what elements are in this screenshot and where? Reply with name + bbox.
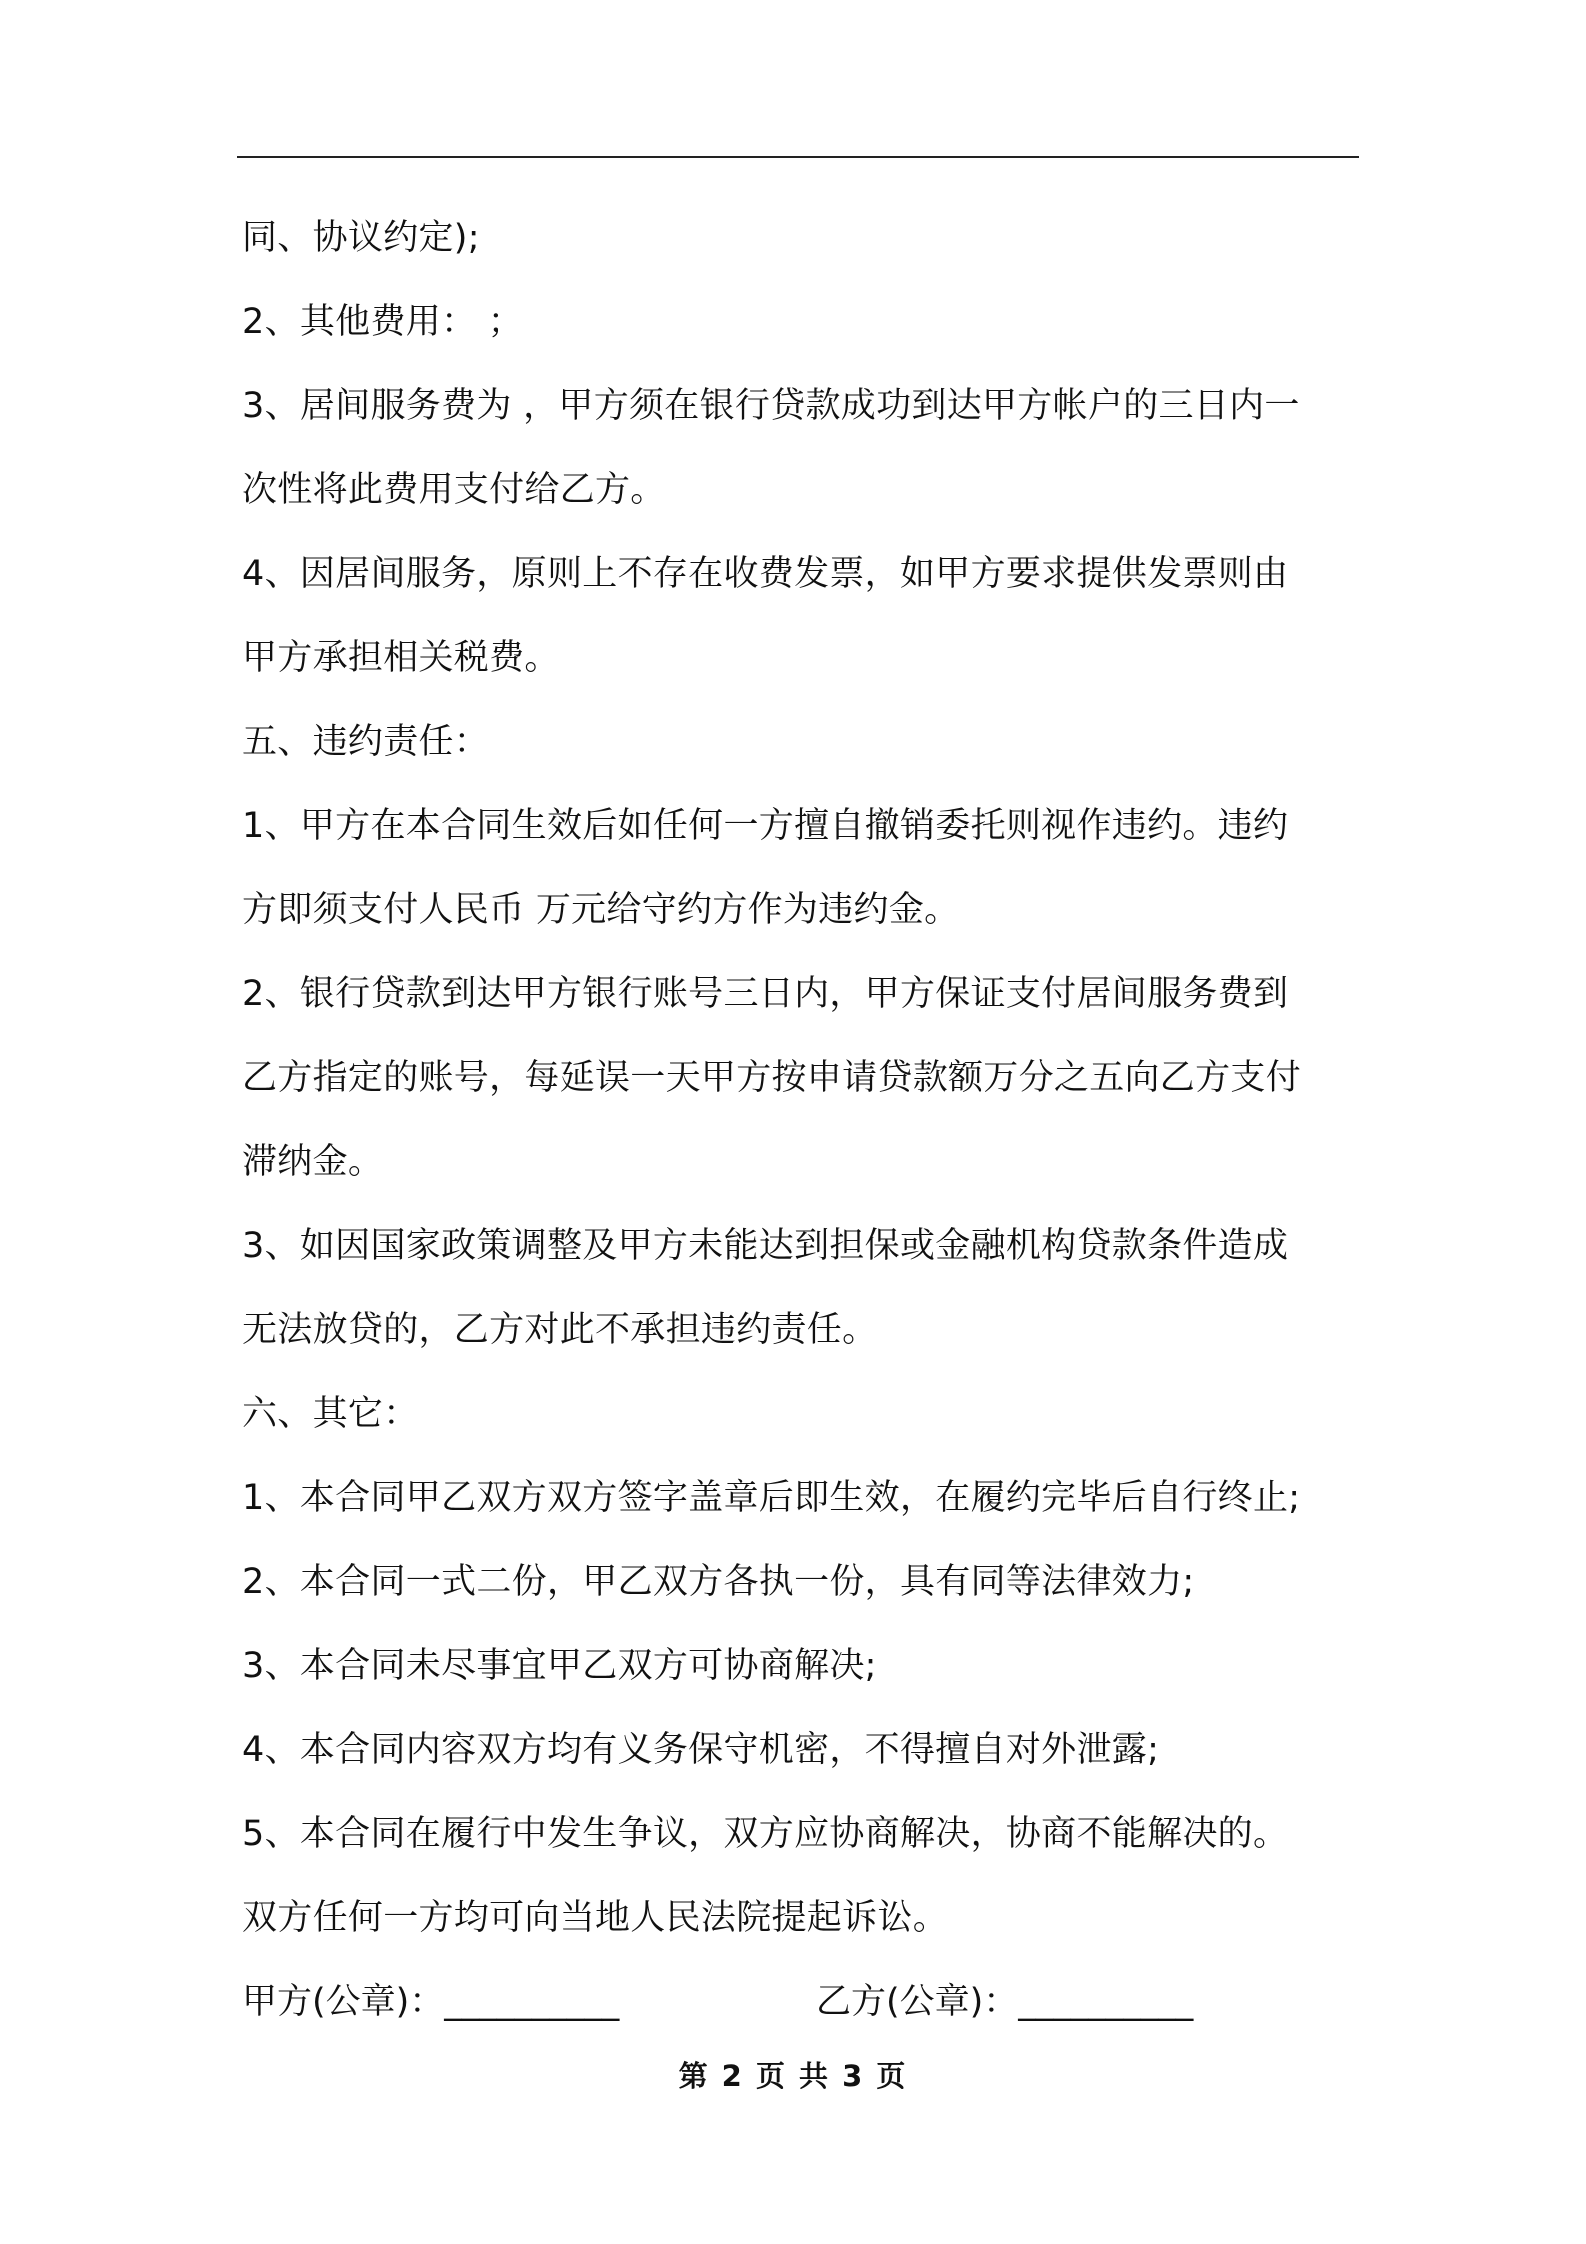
text-line: 2、其他费用： ； — [242, 302, 524, 342]
text-line: 2、本合同一式二份，甲乙双方各执一份，具有同等法律效力; — [242, 1562, 1195, 1602]
signature-row — [242, 1960, 1367, 2044]
text-line: 滞纳金。 — [242, 1142, 384, 1182]
text-line: 1、甲方在本合同生效后如任何一方擅自撤销委托则视作违约。违约 — [242, 806, 1289, 846]
document-body — [242, 196, 1367, 2044]
text-line: 乙方指定的账号，每延误一天甲方按申请贷款额万分之五向乙方支付 — [242, 1058, 1302, 1098]
text-line: 3、居间服务费为 ，甲方须在银行贷款成功到达甲方帐户的三日内一 — [242, 386, 1300, 426]
text-line: 3、如因国家政策调整及甲方未能达到担保或金融机构贷款条件造成 — [242, 1226, 1289, 1266]
text-line: 1、本合同甲乙双方双方签字盖章后即生效，在履约完毕后自行终止; — [242, 1478, 1301, 1518]
party-a-signature: 甲方(公章)：__________ — [242, 1982, 620, 2022]
section-heading: 五、违约责任： — [242, 722, 490, 762]
section-heading: 六、其它： — [242, 1394, 419, 1434]
text-line: 次性将此费用支付给乙方。 — [242, 470, 666, 510]
page-number-footer: 第 2 页 共 3 页 — [678, 2059, 908, 2093]
text-line: 4、因居间服务，原则上不存在收费发票，如甲方要求提供发票则由 — [242, 554, 1289, 594]
text-line: 5、本合同在履行中发生争议，双方应协商解决，协商不能解决的。 — [242, 1814, 1289, 1854]
text-line: 同、协议约定); — [242, 218, 480, 258]
text-line: 3、本合同未尽事宜甲乙双方可协商解决; — [242, 1646, 877, 1686]
text-line: 2、银行贷款到达甲方银行账号三日内，甲方保证支付居间服务费到 — [242, 974, 1289, 1014]
party-b-signature: 乙方(公章)：__________ — [816, 1982, 1194, 2022]
text-line: 甲方承担相关税费。 — [242, 638, 560, 678]
text-line: 方即须支付人民币 万元给守约方作为违约金。 — [242, 890, 960, 930]
header-rule — [237, 156, 1359, 158]
text-line: 无法放贷的，乙方对此不承担违约责任。 — [242, 1310, 878, 1350]
text-line: 4、本合同内容双方均有义务保守机密，不得擅自对外泄露; — [242, 1730, 1160, 1770]
text-line: 双方任何一方均可向当地人民法院提起诉讼。 — [242, 1898, 949, 1938]
